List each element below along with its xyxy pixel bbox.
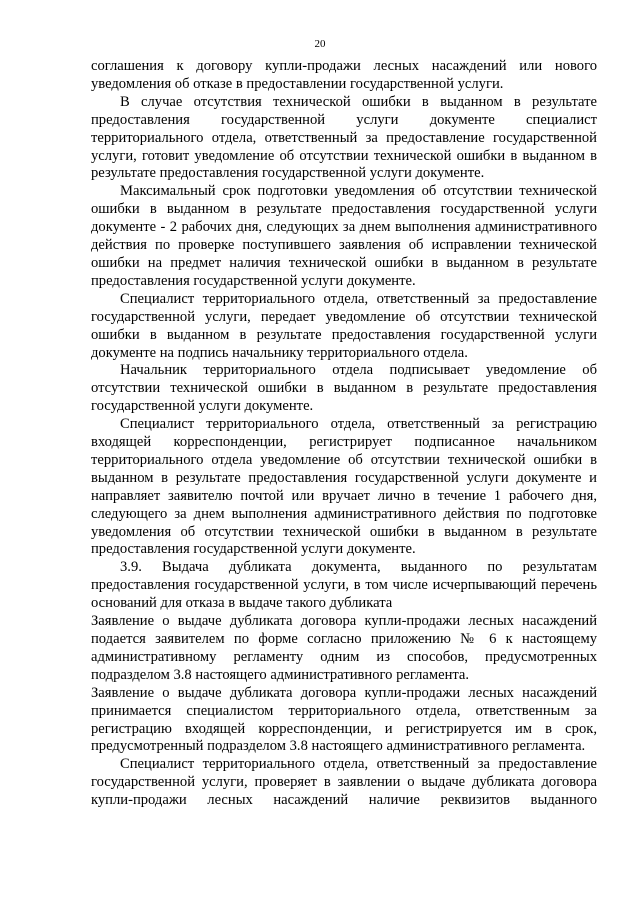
document-body [91, 58, 597, 810]
paragraph-transfer-for-signature: Специалист территориального отдела, ответственный за предоставление государственной услуги, передает уведомление об отсутствии технической ошибки в выданном в результате предоставления государственной услуги документе на подпись начальнику территориального отдела. [91, 290, 597, 361]
paragraph-max-term: Максимальный срок подготовки уведомления об отсутствии технической ошибки в выданном в результате предоставления государственной услуги документе - 2 рабочих дня, следующих за днем выполнения административного действия по проверке поступившего заявления об исправлении технической ошибки на предмет наличия технической ошибки в выданном в результате предоставления государственной услуги документе. [91, 183, 597, 289]
paragraph-duplicate-acceptance: Заявление о выдаче дубликата договора купли-продажи лесных насаждений принимается специалистом территориального отдела, ответственным за регистрацию входящей корреспонденции, и регистрируется им в срок, предусмотренный подразделом 3.8 настоящего административного регламента. [91, 684, 597, 755]
paragraph-no-error-notice: В случае отсутствия технической ошибки в выданном в результате предоставления государственной услуги документе специалист территориального отдела, ответственный за предоставление государственной услуги, готовит уведомление об отсутствии технической ошибки в выданном в результате предоставления государственной услуги документе. [91, 93, 597, 182]
page-number: 20 [314, 38, 326, 50]
paragraph-continuation: соглашения к договору купли-продажи лесных насаждений или нового уведомления об отказе в предоставлении государственной услуги. [91, 58, 597, 92]
section-heading-3-9: 3.9. Выдача дубликата документа, выданного по результатам предоставления государственной услуги, в том числе исчерпывающий перечень оснований для отказа в выдаче такого дубликата [91, 559, 597, 612]
paragraph-registration-sending: Специалист территориального отдела, ответственный за регистрацию входящей корреспонденции, регистрирует подписанное начальником территориального отдела уведомление об отсутствии технической ошибки в выданном в результате предоставления государственной услуги документе и направляет заявителю почтой или вручает лично в течение 1 рабочего дня, следующего за днем выполнения административного действия по подготовке уведомления об отсутствии технической ошибки в выданном в результате предоставления государственной услуги документе. [91, 416, 597, 558]
paragraph-duplicate-check: Специалист территориального отдела, ответственный за предоставление государственной услуги, проверяет в заявлении о выдаче дубликата договора купли-продажи лесных насаждений наличие реквизитов выданного [91, 756, 597, 809]
paragraph-head-signs: Начальник территориального отдела подписывает уведомление об отсутствии технической ошибки в выданном в результате предоставления государственной услуги документе. [91, 362, 597, 415]
paragraph-duplicate-application: Заявление о выдаче дубликата договора купли-продажи лесных насаждений подается заявителем по форме согласно приложению № 6 к настоящему административному регламенту одним из способов, предусмотренных подразделом 3.8 настоящего административного регламента. [91, 613, 597, 683]
